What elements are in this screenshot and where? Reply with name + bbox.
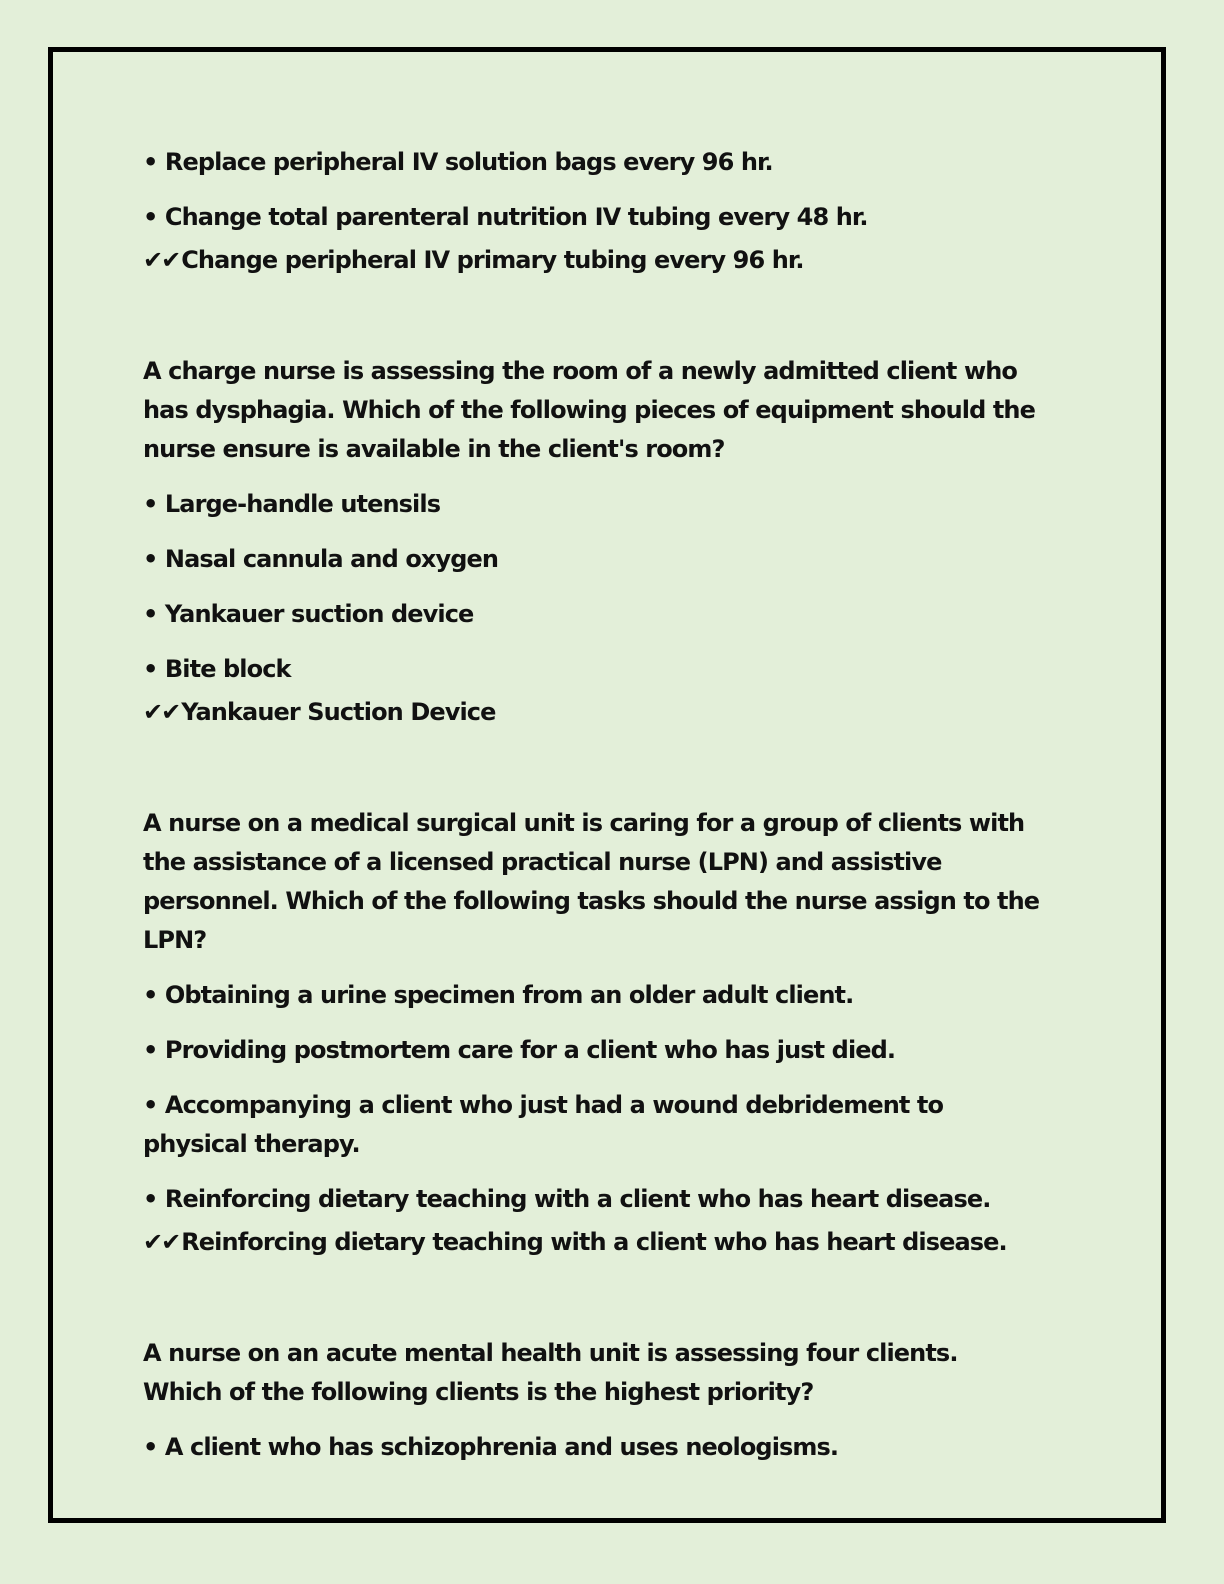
answer-text: Yankauer Suction Device <box>181 698 496 726</box>
option-item: • Providing postmortem care for a client who has just died. <box>143 1036 896 1064</box>
option-item: • Yankauer suction device <box>143 600 474 628</box>
answer-text: Change peripheral IV primary tubing every 96 hr. <box>181 246 804 274</box>
question-text: A nurse on an acute mental health unit is assessing four clients. Which of the following clients is the highest priority? <box>143 1339 958 1406</box>
question-text: A charge nurse is assessing the room of a newly admitted client who has dysphagia. Which of the following pieces of equipment should the nurse ensure is available in the client's room? <box>143 357 1035 463</box>
option-item: • Replace peripheral IV solution bags every 96 hr. <box>143 148 773 176</box>
document-content <box>143 143 1043 1483</box>
answer-text: Reinforcing dietary teaching with a client who has heart disease. <box>181 1228 1007 1256</box>
double-check-icon: ✔✔ <box>143 698 180 726</box>
option-item: • Change total parenteral nutrition IV tubing every 48 hr. <box>143 203 868 231</box>
option-item: • A client who has schizophrenia and uses neologisms. <box>143 1433 839 1461</box>
answer-line <box>143 241 1043 280</box>
option-item: • Large-handle utensils <box>143 490 441 518</box>
double-check-icon: ✔✔ <box>143 246 180 274</box>
question-text: A nurse on a medical surgical unit is caring for a group of clients with the assistance of a licensed practical nurse (LPN) and assistive personnel. Which of the following tasks should the nurse assign to the LPN? <box>143 809 1040 954</box>
question-block-1 <box>143 143 1043 280</box>
option-item: • Nasal cannula and oxygen <box>143 545 499 573</box>
answer-line <box>143 693 1043 732</box>
double-check-icon: ✔✔ <box>143 1228 180 1256</box>
question-block-2 <box>143 352 1043 732</box>
option-item: • Reinforcing dietary teaching with a client who has heart disease. <box>143 1185 991 1213</box>
question-block-3 <box>143 804 1043 1262</box>
answer-line <box>143 1223 1043 1262</box>
question-block-4 <box>143 1334 1043 1467</box>
option-item: • Obtaining a urine specimen from an older adult client. <box>143 981 854 1009</box>
option-item: • Accompanying a client who just had a wound debridement to physical therapy. <box>143 1091 944 1158</box>
option-item: • Bite block <box>143 655 291 683</box>
